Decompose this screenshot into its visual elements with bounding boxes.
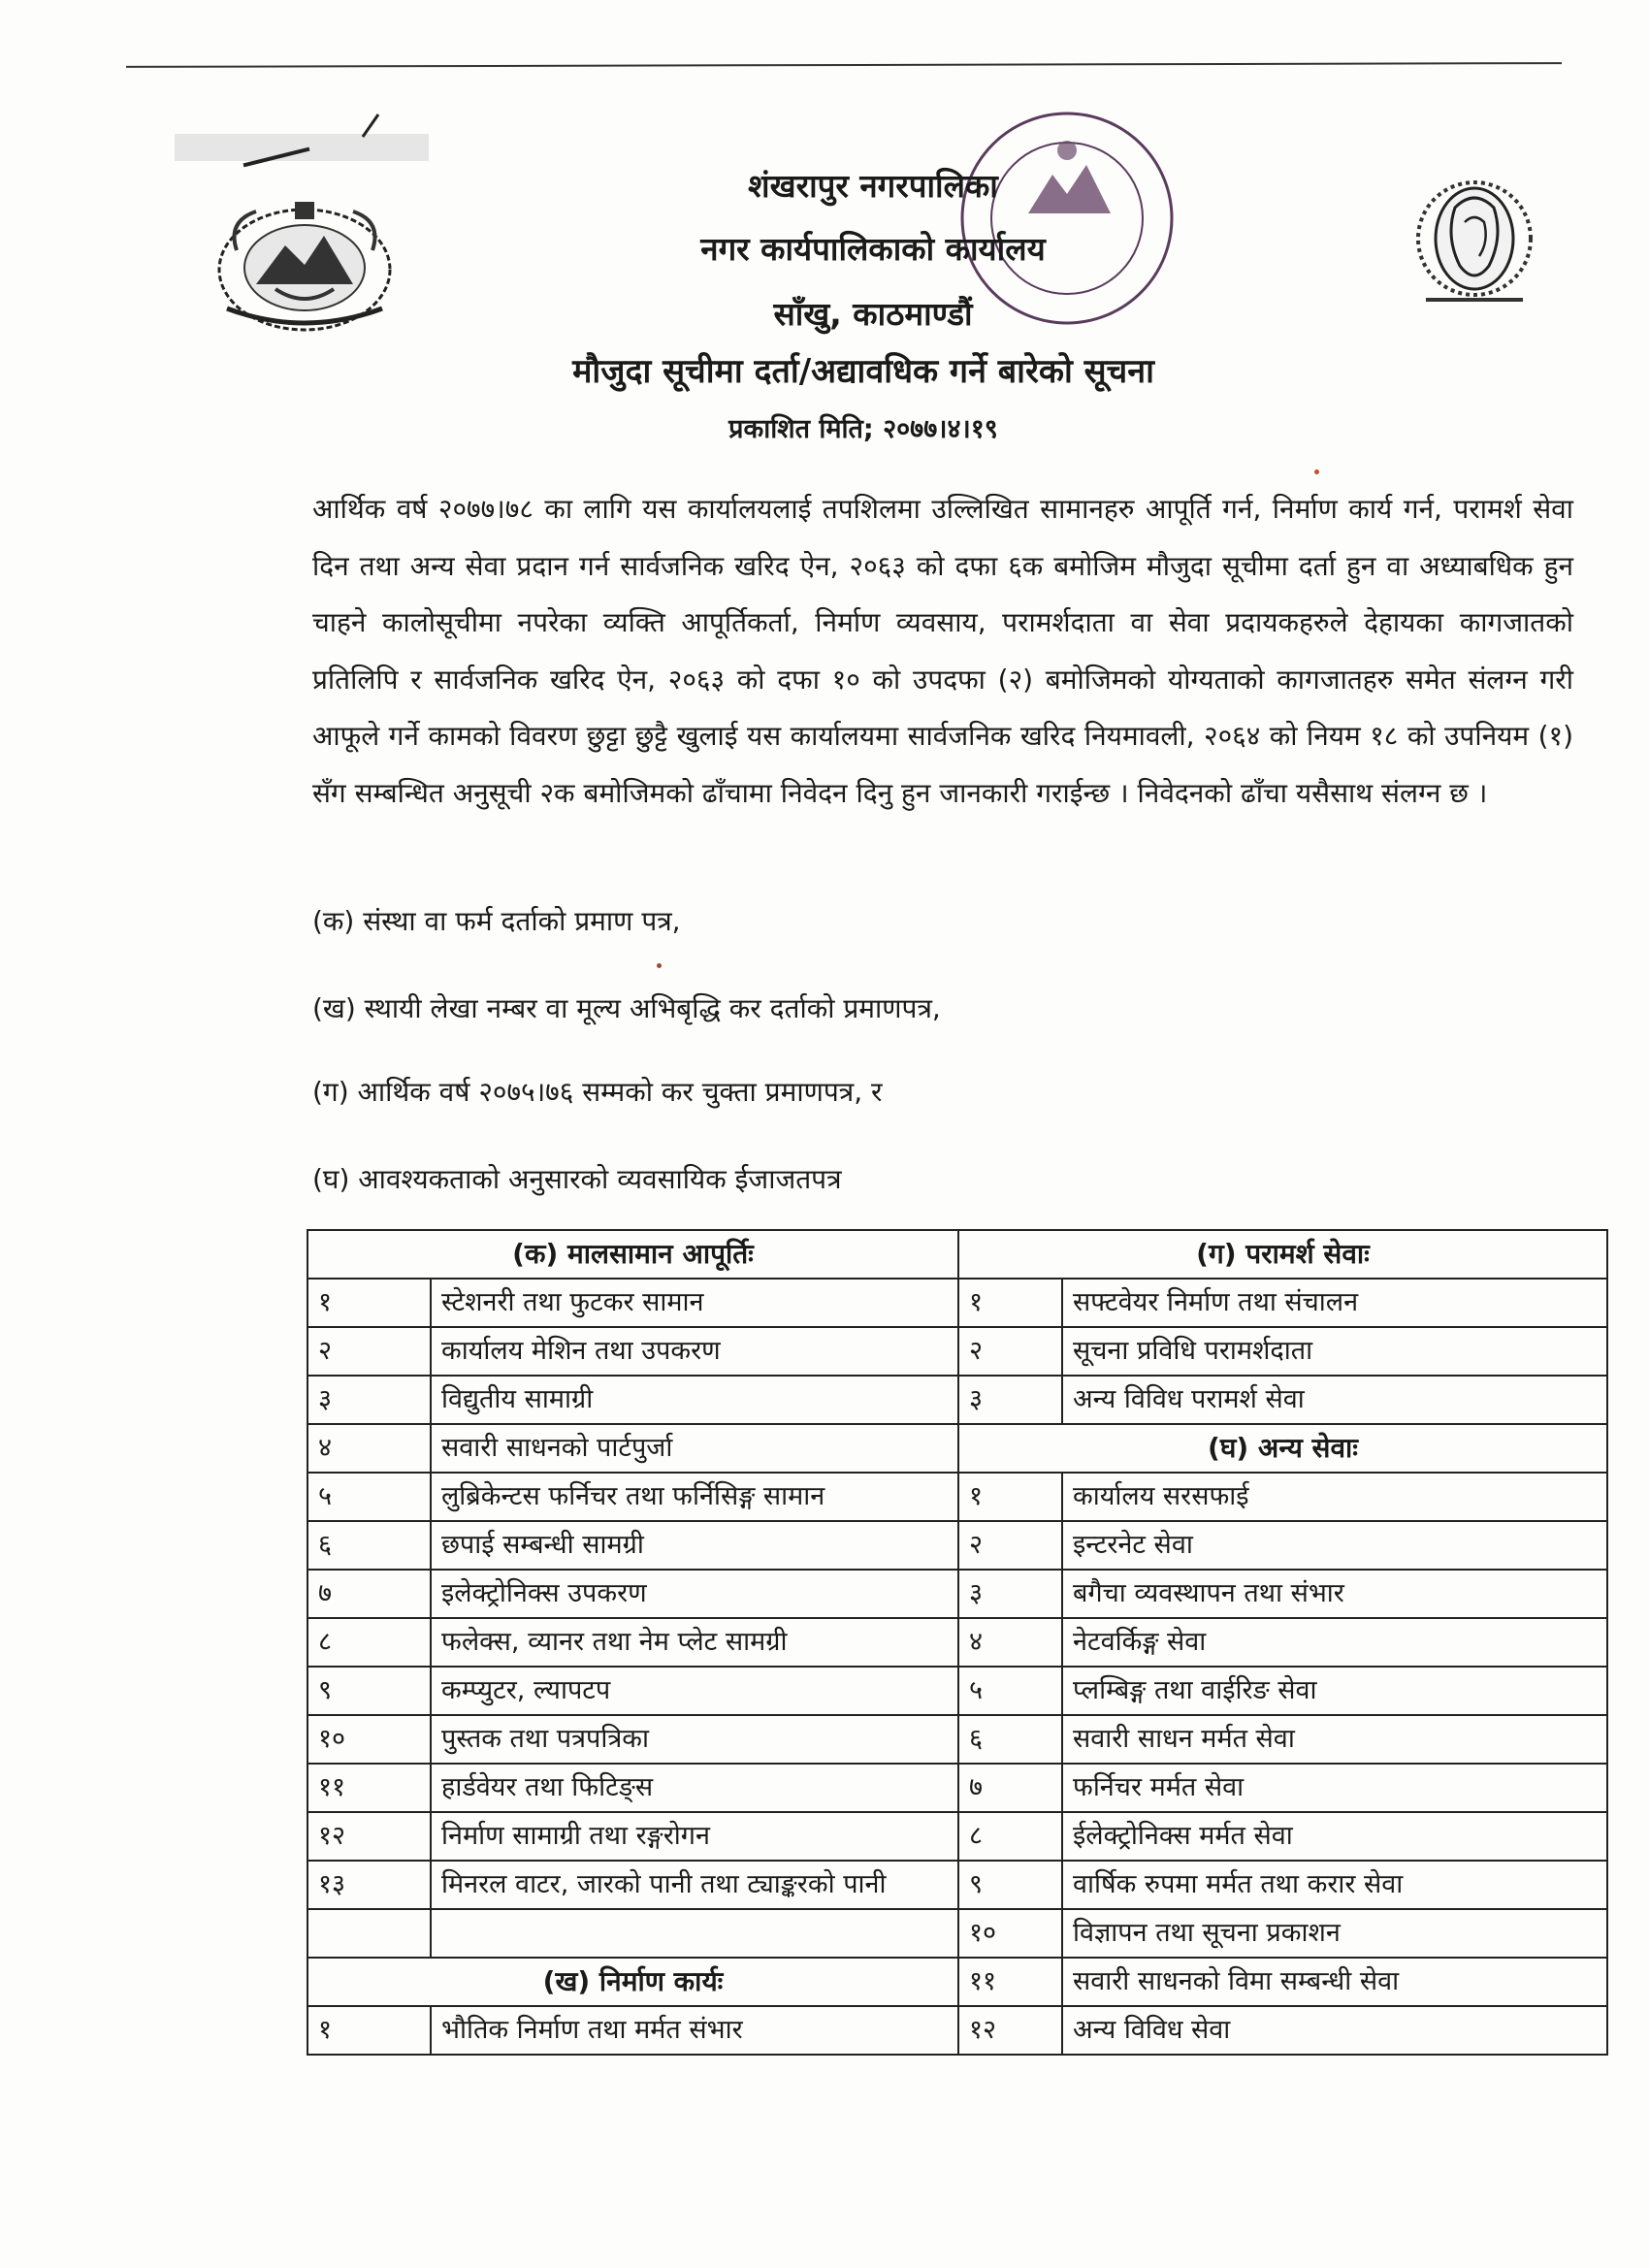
table-cell: ७ bbox=[307, 1570, 431, 1618]
table-cell: सवारी साधन मर्मत सेवा bbox=[1062, 1715, 1607, 1764]
table-cell: इन्टरनेट सेवा bbox=[1062, 1521, 1607, 1570]
table-row bbox=[307, 1424, 1607, 1473]
required-document-item: (ग) आर्थिक वर्ष २०७५।७६ सम्मको कर चुक्ता प्रमाणपत्र, र bbox=[312, 1076, 883, 1108]
table-cell: भौतिक निर्माण तथा मर्मत संभार bbox=[431, 2006, 958, 2055]
category-table bbox=[307, 1229, 1608, 2056]
table-cell: ८ bbox=[958, 1812, 1062, 1861]
table-cell: प्लम्बिङ्ग तथा वाईरिङ सेवा bbox=[1062, 1667, 1607, 1715]
table-cell: १२ bbox=[958, 2006, 1062, 2055]
table-cell: कार्यालय मेशिन तथा उपकरण bbox=[431, 1327, 958, 1376]
other-heading: (घ) अन्य सेवाः bbox=[958, 1424, 1607, 1473]
table-cell: सूचना प्रविधि परामर्शदाता bbox=[1062, 1327, 1607, 1376]
table-row bbox=[307, 1861, 1607, 1909]
table-cell: १० bbox=[307, 1715, 431, 1764]
table-cell: निर्माण सामाग्री तथा रङ्गरोगन bbox=[431, 1812, 958, 1861]
published-date: प्रकाशित मिति; २०७७।४।१९ bbox=[728, 414, 998, 444]
table-cell: १ bbox=[958, 1473, 1062, 1521]
municipality-name: शंखरापुर नगरपालिका bbox=[748, 167, 998, 205]
ink-dot bbox=[1314, 470, 1319, 474]
table-row bbox=[307, 1764, 1607, 1812]
table-row bbox=[307, 1521, 1607, 1570]
table-cell-empty bbox=[431, 1909, 958, 1958]
table-cell: बगैचा व्यवस्थापन तथा संभार bbox=[1062, 1570, 1607, 1618]
table-row bbox=[307, 2006, 1607, 2055]
notice-paragraph: आर्थिक वर्ष २०७७।७८ का लागि यस कार्यालयलाई तपशिलमा उल्लिखित सामानहरु आपूर्ति गर्न, निर्माण कार्य गर्न, परामर्श सेवा दिन तथा अन्य सेवा प्रदान गर्न सार्वजनिक खरिद ऐन, २०६३ को दफा ६क बमोजिम मौजुदा सूचीमा दर्ता हुन वा अध्याबधिक हुन चाहने कालोसूचीमा नपरेका व्यक्ति आपूर्तिकर्ता, निर्माण व्यवसाय, परामर्शदाता वा सेवा प्रदायकहरुले देहायका कागजातको प्रतिलिपि र सार्वजनिक खरिद ऐन, २०६३ को दफा १० को उपदफा (२) बमोजिमको योग्यताको कागजातहरु समेत संलग्न गरी आफूले गर्ने कामको विवरण छुट्टा छुट्टै खुलाई यस कार्यालयमा सार्वजनिक खरिद नियमावली, २०६४ को नियम १८ को उपनियम (१) सँग सम्बन्धित अनुसूची २क बमोजिमको ढाँचामा निवेदन दिनु हुन जानकारी गराईन्छ । निवेदनको ढाँचा यसैसाथ संलग्न छ । bbox=[312, 493, 1573, 809]
table-cell: छपाई सम्बन्धी सामग्री bbox=[431, 1521, 958, 1570]
office-location: साँखु, काठमाण्डौं bbox=[773, 295, 973, 333]
conch-shell-icon bbox=[1397, 169, 1552, 314]
table-cell: ३ bbox=[958, 1570, 1062, 1618]
required-document-item: (क) संस्था वा फर्म दर्ताको प्रमाण पत्र, bbox=[312, 905, 681, 937]
table-cell: कम्प्युटर, ल्यापटप bbox=[431, 1667, 958, 1715]
table-cell: अन्य विविध परामर्श सेवा bbox=[1062, 1376, 1607, 1424]
table-cell: २ bbox=[958, 1521, 1062, 1570]
table-cell: मिनरल वाटर, जारको पानी तथा ट्याङ्करको पानी bbox=[431, 1861, 958, 1909]
scan-artifact bbox=[175, 134, 429, 161]
table-row bbox=[307, 1909, 1607, 1958]
table-cell: १ bbox=[307, 1279, 431, 1327]
table-cell: ३ bbox=[307, 1376, 431, 1424]
table-cell: ४ bbox=[958, 1618, 1062, 1667]
ink-dot bbox=[657, 963, 662, 968]
table-cell: ५ bbox=[958, 1667, 1062, 1715]
table-cell: सफ्टवेयर निर्माण तथा संचालन bbox=[1062, 1279, 1607, 1327]
table-cell: ईलेक्ट्रोनिक्स मर्मत सेवा bbox=[1062, 1812, 1607, 1861]
table-row bbox=[307, 1667, 1607, 1715]
table-row bbox=[307, 1473, 1607, 1521]
required-document-item: (ख) स्थायी लेखा नम्बर वा मूल्य अभिबृद्धि कर दर्ताको प्रमाणपत्र, bbox=[312, 992, 941, 1024]
table-cell: पुस्तक तथा पत्रपत्रिका bbox=[431, 1715, 958, 1764]
office-name: नगर कार्यपालिकाको कार्यालय bbox=[700, 230, 1046, 268]
table-cell: सवारी साधनको पार्टपुर्जा bbox=[431, 1424, 958, 1473]
table-row bbox=[307, 1279, 1607, 1327]
table-cell: ३ bbox=[958, 1376, 1062, 1424]
table-row bbox=[307, 1812, 1607, 1861]
table-cell: १ bbox=[958, 1279, 1062, 1327]
table-cell: नेटवर्किङ्ग सेवा bbox=[1062, 1618, 1607, 1667]
notice-title: मौजुदा सूचीमा दर्ता/अद्यावधिक गर्ने बारेको सूचना bbox=[572, 352, 1154, 391]
table-cell: ४ bbox=[307, 1424, 431, 1473]
table-cell: विद्युतीय सामाग्री bbox=[431, 1376, 958, 1424]
nepal-emblem-icon bbox=[208, 192, 402, 338]
table-row bbox=[307, 1958, 1607, 2006]
table-cell: अन्य विविध सेवा bbox=[1062, 2006, 1607, 2055]
table-row bbox=[307, 1618, 1607, 1667]
table-cell: १ bbox=[307, 2006, 431, 2055]
construction-heading: (ख) निर्माण कार्यः bbox=[307, 1958, 958, 2006]
table-cell: ७ bbox=[958, 1764, 1062, 1812]
table-cell: फलेक्स, व्यानर तथा नेम प्लेट सामग्री bbox=[431, 1618, 958, 1667]
table-cell: ८ bbox=[307, 1618, 431, 1667]
table-cell: फर्निचर मर्मत सेवा bbox=[1062, 1764, 1607, 1812]
table-cell: कार्यालय सरसफाई bbox=[1062, 1473, 1607, 1521]
table-cell: इलेक्ट्रोनिक्स उपकरण bbox=[431, 1570, 958, 1618]
table-cell: हार्डवेयर तथा फिटिङ्स bbox=[431, 1764, 958, 1812]
table-cell: सवारी साधनको विमा सम्बन्धी सेवा bbox=[1062, 1958, 1607, 2006]
table-cell: २ bbox=[307, 1327, 431, 1376]
table-cell: १० bbox=[958, 1909, 1062, 1958]
table-row bbox=[307, 1715, 1607, 1764]
table-cell: स्टेशनरी तथा फुटकर सामान bbox=[431, 1279, 958, 1327]
table-cell: ९ bbox=[307, 1667, 431, 1715]
table-cell: ९ bbox=[958, 1861, 1062, 1909]
table-row bbox=[307, 1570, 1607, 1618]
table-cell: वार्षिक रुपमा मर्मत तथा करार सेवा bbox=[1062, 1861, 1607, 1909]
table-cell: ११ bbox=[307, 1764, 431, 1812]
table-cell: ५ bbox=[307, 1473, 431, 1521]
table-row bbox=[307, 1327, 1607, 1376]
table-cell: ११ bbox=[958, 1958, 1062, 2006]
scan-border-line bbox=[126, 62, 1562, 68]
table-cell: लुब्रिकेन्टस फर्निचर तथा फर्निसिङ्ग सामान bbox=[431, 1473, 958, 1521]
table-cell: १२ bbox=[307, 1812, 431, 1861]
goods-heading: (क) मालसामान आपूर्तिः bbox=[307, 1230, 958, 1279]
consult-heading: (ग) परामर्श सेवाः bbox=[958, 1230, 1607, 1279]
table-cell: ६ bbox=[958, 1715, 1062, 1764]
table-cell: २ bbox=[958, 1327, 1062, 1376]
table-cell: ६ bbox=[307, 1521, 431, 1570]
table-cell-empty bbox=[307, 1909, 431, 1958]
required-document-item: (घ) आवश्यकताको अनुसारको व्यवसायिक ईजाजतपत्र bbox=[312, 1163, 842, 1195]
table-cell: १३ bbox=[307, 1861, 431, 1909]
table-cell: विज्ञापन तथा सूचना प्रकाशन bbox=[1062, 1909, 1607, 1958]
table-row bbox=[307, 1230, 1607, 1279]
table-row bbox=[307, 1376, 1607, 1424]
